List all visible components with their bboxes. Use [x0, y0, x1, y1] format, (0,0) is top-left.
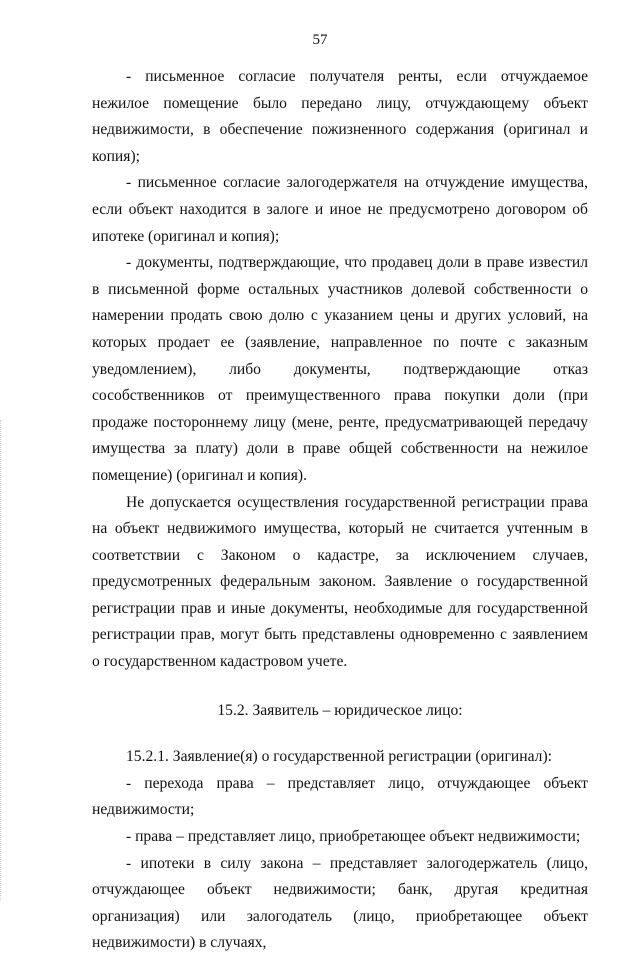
paragraph-registration-restriction: Не допускается осуществления государственной регистрации права на объект недвижимого имущества, который не считается учтенным в соответствии с Законом о кадастре, за исключением случаев, предусмотренных федеральным законом. Заявление о государственной регистрации прав и иные документы, необходимые для государственной регистрации прав, могут быть представлены одновременно с заявлением о государственном кадастровом учете.	[92, 493, 588, 671]
paragraph-pledgee-consent: - письменное согласие залогодержателя на отчуждение имущества, если объект находится в залоге и иное не предусмотрено договором об ипотеке (оригинал и копия);	[92, 174, 588, 245]
scan-edge-mark	[0, 420, 4, 900]
paragraph-mortgage-by-law: - ипотеки в силу закона – представляет залогодержатель (лицо, отчуждающее объект недвижимости; банк, другая кредитная организация) или залогодатель (лицо, приобретающее объект недвижимости) в случаях,	[92, 854, 588, 952]
paragraph-right: - права – представляет лицо, приобретающее объект недвижимости;	[126, 828, 581, 846]
paragraph-transfer-of-right: - перехода права – представляет лицо, отчуждающее объект недвижимости;	[92, 774, 588, 819]
page-number: 57	[312, 32, 328, 48]
paragraph-share-sale-notice: - документы, подтверждающие, что продавец доли в праве известил в письменной форме остальных участников долевой собственности о намерении продать свою долю с указанием цены и других условий, на которых продает ее (заявление, направленное по почте с заказным уведомлением), либо документы, подтверждающие отказ сособственников от преимущественного права покупки доли (при продаже постороннему лицу (мене, ренте, предусматривающей передачу имущества за плату) доли в праве общей собственности на нежилое помещение) (оригинал и копия).	[92, 254, 588, 484]
section-heading: 15.2. Заявитель – юридическое лицо:	[217, 701, 463, 719]
paragraph-rent-consent: - письменное согласие получателя ренты, если отчуждаемое нежилое помещение было передано лицу, отчуждающему объект недвижимости, в обеспечение пожизненного содержания (оригинал и копия);	[92, 68, 588, 165]
page-body	[92, 64, 588, 957]
paragraph-application-original: 15.2.1. Заявление(я) о государственной регистрации (оригинал):	[126, 748, 552, 766]
